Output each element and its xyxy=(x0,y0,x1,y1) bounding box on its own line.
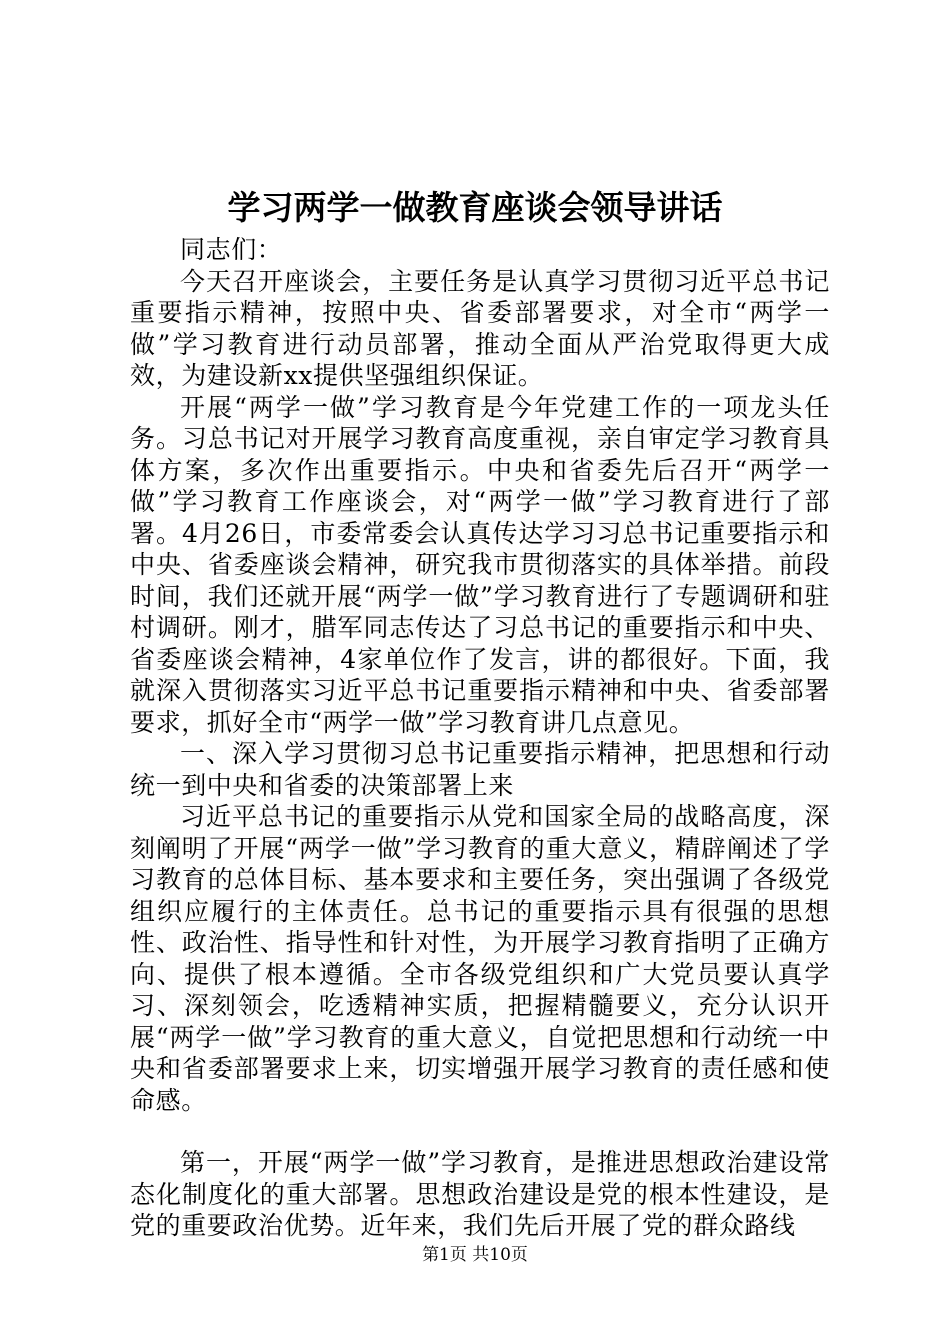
body-paragraph: 第一，开展“两学一做”学习教育，是推进思想政治建设常态化制度化的重大部署。思想政治建设是党的根本性建设，是党的重要政治优势。近年来，我们先后开展了党的群众路线 xyxy=(130,1148,830,1240)
body-paragraph: 习近平总书记的重要指示从党和国家全局的战略高度，深刻阐明了开展“两学一做”学习教育的重大意义，精辟阐述了学习教育的总体目标、基本要求和主要任务，突出强调了各级党组织应履行的主体责任。总书记的重要指示具有很强的思想性、政治性、指导性和针对性，为开展学习教育指明了正确方向、提供了根本遵循。全市各级党组织和广大党员要认真学习、深刻领会，吃透精神实质，把握精髓要义，充分认识开展“两学一做”学习教育的重大意义，自觉把思想和行动统一中央和省委部署要求上来，切实增强开展学习教育的责任感和使命感。 xyxy=(130,802,830,1115)
document-body xyxy=(130,234,830,1242)
section-heading: 一、深入学习贯彻习总书记重要指示精神，把思想和行动统一到中央和省委的决策部署上来 xyxy=(130,739,830,800)
body-paragraph: 开展“两学一做”学习教育是今年党建工作的一项龙头任务。习总书记对开展学习教育高度重视，亲自审定学习教育具体方案，多次作出重要指示。中央和省委先后召开“两学一做”学习教育工作座谈会，对“两学一做”学习教育进行了部署。4月26日，市委常委会认真传达学习习总书记重要指示和中央、省委座谈会精神，研究我市贯彻落实的具体举措。前段时间，我们还就开展“两学一做”学习教育进行了专题调研和驻村调研。刚才，腊军同志传达了习总书记的重要指示和中央、省委座谈会精神，4家单位作了发言，讲的都很好。下面，我就深入贯彻落实习近平总书记重要指示精神和中央、省委部署要求，抓好全市“两学一做”学习教育讲几点意见。 xyxy=(130,392,830,737)
body-paragraph: 今天召开座谈会，主要任务是认真学习贯彻习近平总书记重要指示精神，按照中央、省委部署要求，对全市“两学一做”学习教育进行动员部署，推动全面从严治党取得更大成效，为建设新xx提供坚强组织保证。 xyxy=(130,266,830,390)
salutation-paragraph: 同志们： xyxy=(180,235,283,264)
page-number-footer: 第1页 共10页 xyxy=(422,1245,528,1265)
document-title: 学习两学一做教育座谈会领导讲话 xyxy=(227,188,723,227)
